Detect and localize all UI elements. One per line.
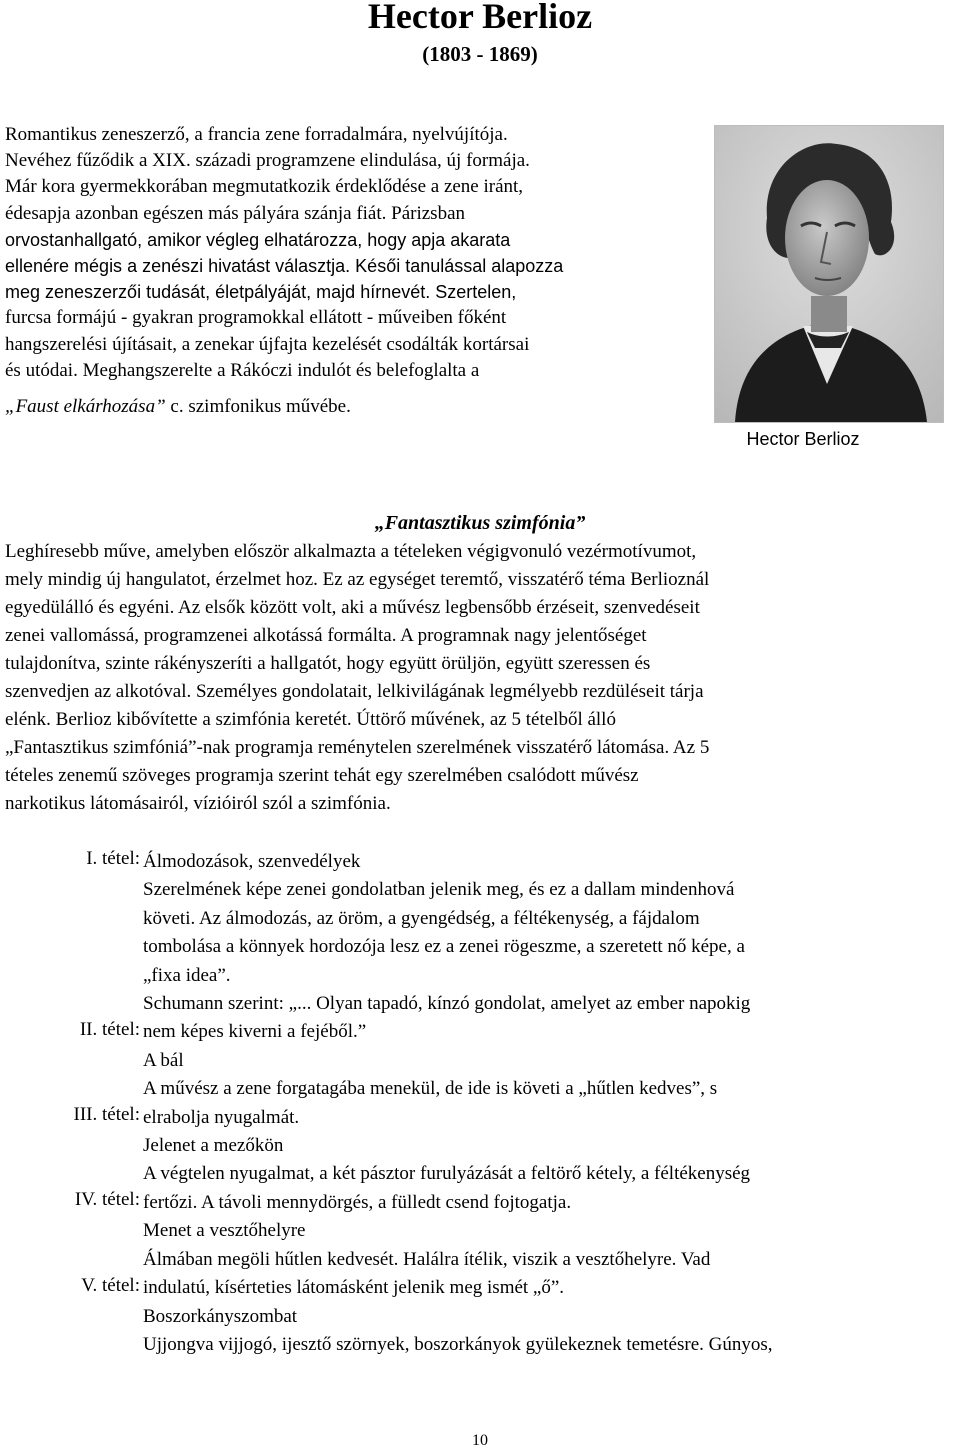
intro-line: furcsa formájú - gyakran programokkal ellátott - műveiben főként: [5, 307, 507, 329]
movement-label-4: IV. tétel:: [74, 1189, 140, 1210]
movement-line: nem képes kiverni a fejéből.”: [143, 1021, 367, 1043]
work-title-italic: „Faust elkárhozása”: [5, 396, 166, 418]
movement-line: A bál: [143, 1049, 184, 1071]
paragraph-line: zenei vallomássá, programzenei alkotássá formálta. A programnak nagy jelentőséget: [5, 625, 647, 646]
portrait-photo: [715, 126, 943, 422]
paragraph-line: elénk. Berlioz kibővítette a szimfónia keretét. Úttörő művének, az 5 tételből álló: [5, 709, 616, 730]
life-years: (1803 - 1869): [422, 42, 538, 66]
intro-line: hangszerelési újításait, a zenekar újfajta kezelését csodálták kortársai: [5, 333, 530, 355]
movement-line: Schumann szerint: „... Olyan tapadó, kínzó gondolat, amelyet az ember napokig: [143, 993, 751, 1015]
movement-label-2: II. tétel:: [79, 1019, 140, 1040]
movement-line: indulatú, kísérteties látomásként jelenik meg ismét „ő”.: [143, 1277, 565, 1299]
movement-line: elrabolja nyugalmát.: [143, 1106, 300, 1128]
movement-line: Boszorkányszombat: [143, 1305, 298, 1327]
page-number: 10: [472, 1432, 488, 1449]
movement-label-1: I. tétel:: [86, 848, 140, 869]
movement-label-5: V. tétel:: [81, 1275, 140, 1296]
movement-line: Álmában megöli hűtlen kedvesét. Halálra ítélik, viszik a vesztőhelyre. Vad: [143, 1248, 711, 1270]
paragraph-line: Leghíresebb műve, amelyben először alkalmazta a tételeken végigvonuló vezérmotívumot,: [5, 541, 697, 562]
movement-label-3: III. tétel:: [73, 1104, 140, 1125]
page-title: Hector Berlioz: [367, 0, 593, 36]
movement-line: Álmodozások, szenvedélyek: [143, 851, 361, 872]
paragraph-line: „Fantasztikus szimfóniá”-nak programja reménytelen szerelmének visszatérő látomása. Az 5: [5, 737, 710, 758]
section-paragraph: [5, 538, 955, 818]
movement-descriptions: [143, 848, 955, 1359]
movement-line: tombolása a könnyek hordozója lesz ez a zenei rögeszme, a szeretett nő képe, a: [143, 936, 745, 958]
movement-line: követi. Az álmodozás, az öröm, a gyengédség, a féltékenység, a fájdalom: [143, 907, 700, 929]
paragraph-line: egyedülálló és egyéni. Az elsők között volt, aki a művész legbensőbb érzéseit, szenvedéseit: [5, 597, 700, 618]
portrait-caption: Hector Berlioz: [746, 429, 860, 449]
paragraph-line: szenvedjen az alkotóval. Személyes gondolatait, lelkivilágának legmélyebb rezdüléseit tárja: [5, 681, 704, 702]
intro-line: Már kora gyermekkorában megmutatkozik érdeklődése a zene iránt,: [5, 176, 524, 198]
intro-paragraph: [5, 122, 705, 420]
movement-line: Menet a vesztőhelyre: [143, 1220, 306, 1242]
movement-line: A művész a zene forgatagába menekül, de ide is követi a „hűtlen kedves”, s: [143, 1078, 718, 1100]
movement-line: Ujjongva vijjogó, ijesztő szörnyek, boszorkányok gyülekeznek temetésre. Gúnyos,: [143, 1333, 773, 1355]
portrait-image: [714, 125, 944, 423]
section-heading: „Fantasztikus szimfónia”: [374, 512, 586, 534]
intro-line: és utódai. Meghangszerelte a Rákóczi indulót és belefoglalta a: [5, 359, 480, 381]
movement-line: „fixa idea”.: [143, 964, 231, 986]
movement-line: fertőzi. A távoli mennydörgés, a fülledt csend fojtogatja.: [143, 1191, 572, 1213]
movement-line: Jelenet a mezőkön: [143, 1135, 284, 1157]
paragraph-line: tételes zenemű szöveges programja szerint tehát egy szerelmében csalódott művész: [5, 765, 639, 786]
intro-line: édesapja azonban egészen más pályára szánja fiát. Párizsban: [5, 202, 465, 224]
movement-line: A végtelen nyugalmat, a két pásztor furulyázását a feltörő kétely, a féltékenység: [143, 1163, 751, 1185]
paragraph-line: mely mindig új hangulatot, érzelmet hoz. Ez az egységet teremtő, visszatérő téma Berlioznál: [5, 569, 710, 590]
intro-line: orvostanhallgató, amikor végleg elhatározza, hogy apja akarata: [5, 229, 511, 250]
intro-line: meg zeneszerzői tudását, életpályáját, majd hírnevét. Szertelen,: [5, 282, 517, 303]
intro-line: Nevéhez fűződik a XIX. századi programzene elindulása, új formája.: [5, 150, 530, 172]
intro-line: Romantikus zeneszerző, a francia zene forradalmára, nyelvújítója.: [5, 124, 508, 145]
intro-last-line-rest: c. szimfonikus művébe.: [165, 396, 351, 418]
paragraph-line: tulajdonítva, szinte rákényszeríti a hallgatót, hogy együtt örüljön, együtt szeressen és: [5, 653, 651, 674]
movement-line: Szerelmének képe zenei gondolatban jelenik meg, és ez a dallam mindenhová: [143, 879, 735, 901]
intro-last-line: [5, 394, 705, 420]
paragraph-line: narkotikus látomásairól, vízióiról szól a szimfónia.: [5, 793, 391, 814]
intro-line: ellenére mégis a zenészi hivatást választja. Késői tanulással alapozza: [5, 256, 564, 277]
